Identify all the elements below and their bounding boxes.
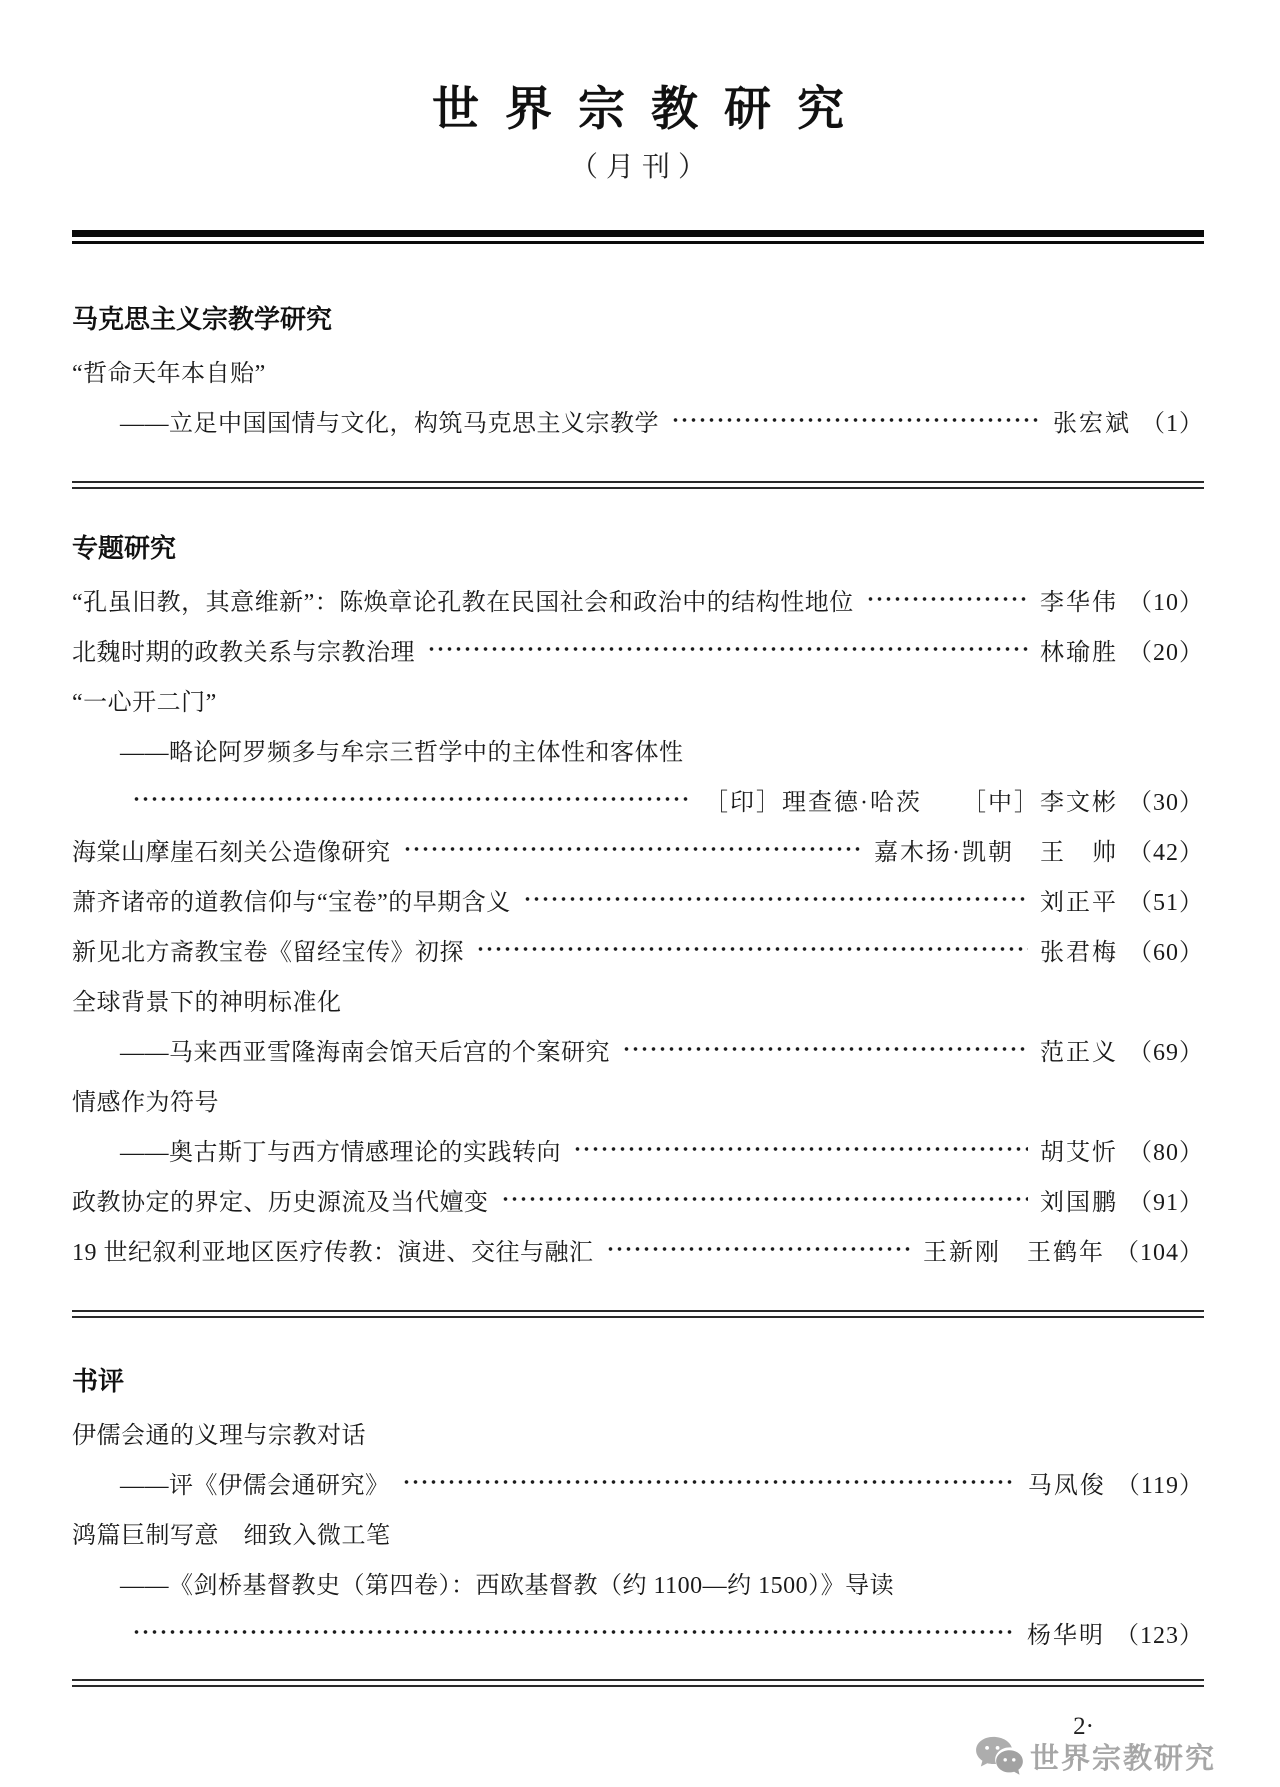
footer-brand-text: 世界宗教研究 [1029, 1742, 1216, 1775]
toc-entry [72, 574, 1204, 624]
section-heading: 专题研究 [72, 533, 177, 563]
section-special-topics [72, 529, 1204, 1274]
toc-entry [72, 1224, 1204, 1274]
dot-leader [132, 796, 692, 802]
page-number: （10） [1128, 589, 1204, 616]
entry-title: 伊儒会通的义理与宗教对话 [72, 1422, 366, 1449]
toc-entry [72, 1174, 1204, 1224]
journal-subtitle: （月刊） [569, 152, 714, 183]
toc-entry [72, 1507, 1204, 1557]
page-number-folio: 2· [1073, 1713, 1094, 1740]
entry-title: 情感作为符号 [72, 1089, 219, 1116]
page-number: （60） [1128, 939, 1204, 966]
dot-leader [606, 1246, 912, 1252]
dot-leader [132, 1629, 1015, 1635]
footer-watermark [974, 1735, 1216, 1777]
entry-title: “孔虽旧教，其意维新”：陈焕章论孔教在民国社会和政治中的结构性地位 [72, 589, 854, 616]
toc-entry [72, 1607, 1204, 1657]
page-number: （123） [1115, 1622, 1204, 1649]
separator-rule-thick [72, 230, 1204, 244]
rule-bar [72, 1310, 1204, 1312]
dot-leader [573, 1146, 1028, 1152]
author-name: 张君梅 [1040, 939, 1118, 966]
author-name: 王新刚 王鹤年 [923, 1239, 1105, 1266]
author-name: 刘国鹏 [1040, 1189, 1118, 1216]
author-name: 林瑜胜 [1040, 639, 1118, 666]
page-number: （69） [1128, 1039, 1204, 1066]
dot-leader [403, 846, 863, 852]
journal-title: 世界宗教研究 [432, 84, 870, 136]
rule-bar [72, 487, 1204, 489]
toc-entry [72, 345, 1204, 395]
page-number: （30） [1128, 789, 1204, 816]
page-number: （80） [1128, 1139, 1204, 1166]
section-heading: 书评 [72, 1366, 125, 1396]
rule-bar [72, 241, 1204, 244]
section-heading: 马克思主义宗教学研究 [72, 304, 333, 334]
dot-leader [622, 1046, 1028, 1052]
entry-title: 新见北方斋教宝卷《留经宝传》初探 [72, 939, 464, 966]
toc-entry [72, 1124, 1204, 1174]
toc-entry [72, 395, 1204, 445]
section-book-reviews [72, 1362, 1204, 1657]
toc-entry [72, 924, 1204, 974]
author-name: 张宏斌 [1053, 410, 1131, 437]
page-number: （51） [1128, 889, 1204, 916]
author-name: 嘉木扬·凯朝 王 帅 [874, 839, 1118, 866]
entry-title: ——立足中国国情与文化，构筑马克思主义宗教学 [120, 410, 659, 437]
section-marxist-religious-studies [72, 300, 1204, 445]
entry-title: 北魏时期的政教关系与宗教治理 [72, 639, 415, 666]
toc-entry [72, 774, 1204, 824]
toc-entry [72, 824, 1204, 874]
wechat-logo-icon [974, 1735, 1024, 1777]
entry-title: ——《剑桥基督教史（第四卷）：西欧基督教（约 1100—约 1500）》导读 [120, 1572, 895, 1599]
entry-title: ——略论阿罗频多与牟宗三哲学中的主体性和客体性 [120, 739, 684, 766]
toc-entry [72, 1457, 1204, 1507]
entry-title: 萧齐诸帝的道教信仰与“宝卷”的早期含义 [72, 889, 511, 916]
toc-entry [72, 674, 1204, 724]
page-number: （1） [1141, 410, 1204, 437]
rule-bar [72, 230, 1204, 237]
author-name: 李华伟 [1040, 589, 1118, 616]
toc-entry [72, 1024, 1204, 1074]
toc-entry [72, 1557, 1204, 1607]
page-number: （104） [1115, 1239, 1204, 1266]
separator-rule-thin [72, 1679, 1204, 1687]
separator-rule-thin [72, 481, 1204, 489]
toc-entry [72, 624, 1204, 674]
author-name: ［印］理查德·哈茨 ［中］李文彬 [704, 789, 1118, 816]
rule-bar [72, 1316, 1204, 1318]
author-name: 刘正平 [1040, 889, 1118, 916]
section-entries [72, 345, 1204, 445]
dot-leader [427, 646, 1028, 652]
rule-bar [72, 1679, 1204, 1681]
entry-title: 海棠山摩崖石刻关公造像研究 [72, 839, 391, 866]
dot-leader [866, 596, 1028, 602]
toc-entry [72, 1074, 1204, 1124]
page-number: （20） [1128, 639, 1204, 666]
separator-rule-thin [72, 1310, 1204, 1318]
entry-title: ——评《伊儒会通研究》 [120, 1472, 390, 1499]
toc-entry [72, 1407, 1204, 1457]
entry-title: “哲命天年本自贻” [72, 360, 266, 387]
entry-title: 全球背景下的神明标准化 [72, 989, 342, 1016]
toc-entry [72, 724, 1204, 774]
entry-title: 鸿篇巨制写意 细致入微工笔 [72, 1522, 391, 1549]
dot-leader [523, 896, 1028, 902]
dot-leader [501, 1196, 1029, 1202]
toc-entry [72, 974, 1204, 1024]
entry-title: “一心开二门” [72, 689, 217, 716]
dot-leader [671, 417, 1041, 423]
dot-leader [402, 1479, 1016, 1485]
section-entries [72, 1407, 1204, 1657]
page-number: （91） [1128, 1189, 1204, 1216]
author-name: 杨华明 [1027, 1622, 1105, 1649]
entry-title: 19 世纪叙利亚地区医疗传教：演进、交往与融汇 [72, 1239, 594, 1266]
author-name: 马凤俊 [1027, 1472, 1106, 1499]
rule-bar [72, 481, 1204, 483]
masthead [72, 0, 1204, 186]
dot-leader [476, 946, 1028, 952]
author-name: 范正义 [1040, 1039, 1118, 1066]
rule-bar [72, 1685, 1204, 1687]
section-entries [72, 574, 1204, 1274]
entry-title: ——马来西亚雪隆海南会馆天后宫的个案研究 [120, 1039, 610, 1066]
author-name: 胡艾忻 [1040, 1139, 1118, 1166]
entry-title: ——奥古斯丁与西方情感理论的实践转向 [120, 1139, 561, 1166]
page-number: （42） [1128, 839, 1204, 866]
entry-title: 政教协定的界定、历史源流及当代嬗变 [72, 1189, 489, 1216]
page-number: （119） [1115, 1472, 1204, 1499]
toc-entry [72, 874, 1204, 924]
